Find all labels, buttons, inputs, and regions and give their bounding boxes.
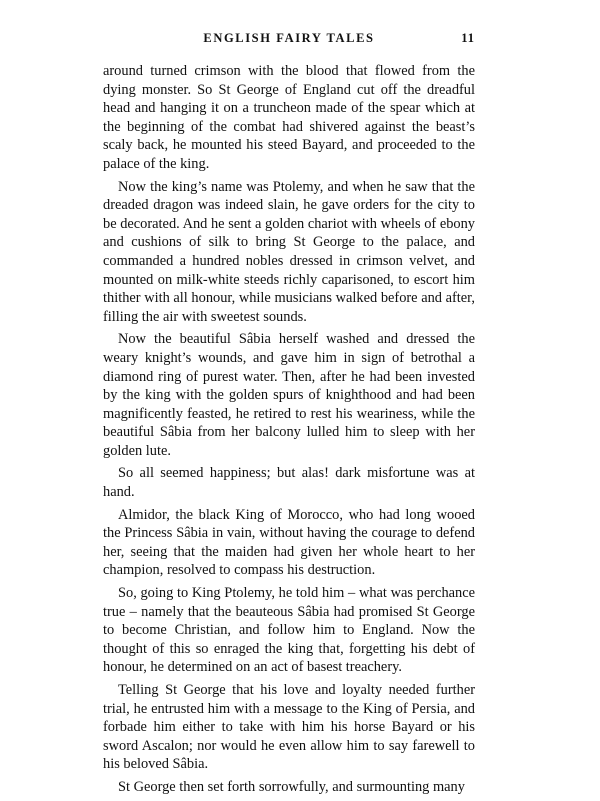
paragraph: Telling St George that his love and loyalty needed further trial, he entrusted him with a message to the King of Persia, and forbade him either to take with him his horse Bayard or his sword Ascalon; nor would he even allow him to say farewell to his beloved Sâbia. xyxy=(103,682,475,773)
paragraph: Almidor, the black King of Morocco, who had long wooed the Princess Sâbia in vain, without having the courage to defend her, seeing that the maiden had given her whole heart to her champion, resolved to compass his destruction. xyxy=(103,506,475,579)
paragraph: Now the beautiful Sâbia herself washed and dressed the weary knight’s wounds, and gave him in sign of betrothal a diamond ring of purest water. Then, after he had been invested by the king with the golden spurs of knighthood and had been magnificently feasted, he retired to rest his weariness, while the beautiful Sâbia from her balcony lulled him to sleep with her golden lute. xyxy=(103,331,475,459)
page-number: 11 xyxy=(461,31,475,45)
running-head xyxy=(103,28,475,52)
paragraph: around turned crimson with the blood that flowed from the dying monster. So St George of England cut off the dreadful head and hanging it on a truncheon made of the spear which at the beginning of the combat had shivered against the beast’s scaly back, he mounted his steed Bayard, and proceeded to the palace of the king. xyxy=(103,63,475,172)
body-text xyxy=(103,62,475,797)
paragraph: St George then set forth sorrowfully, and surmounting many xyxy=(118,778,465,795)
running-title: ENGLISH FAIRY TALES xyxy=(203,31,375,45)
paragraph: So all seemed happiness; but alas! dark misfortune was at hand. xyxy=(103,465,475,501)
paragraph: Now the king’s name was Ptolemy, and when he saw that the dreaded dragon was indeed slain, he gave orders for the city to be decorated. And he sent a golden chariot with wheels of ebony and cushions of silk to bring St George to the palace, and commanded a hundred nobles dressed in crimson velvet, and mounted on milk-white steeds richly caparisoned, to escort him thither with all honour, while musicians walked before and after, filling the air with sweetest sounds. xyxy=(103,178,475,325)
paragraph: So, going to King Ptolemy, he told him – what was perchance true – namely that the beauteous Sâbia had promised St George to become Christian, and follow him to England. Now the thought of this so enraged the king that, forgetting his debt of honour, he determined on an act of basest treachery. xyxy=(103,585,475,676)
book-page xyxy=(103,28,475,801)
